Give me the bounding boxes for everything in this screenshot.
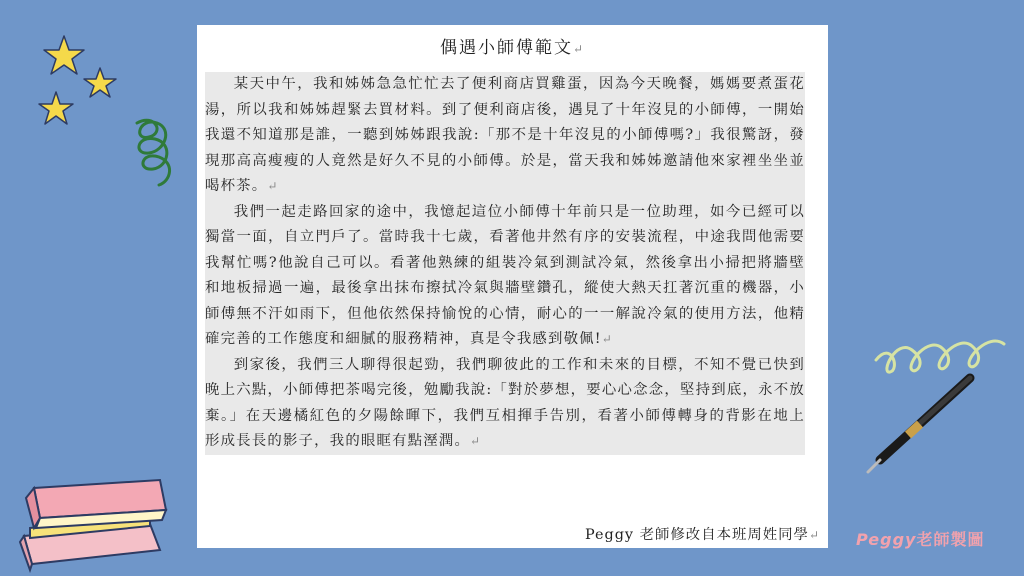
document-title: 偶遇小師傅範文↵ (439, 38, 586, 58)
paragraph-2: 我們一起走路回家的途中，我憶起這位小師傅十年前只是一位助理，如今已經可以獨當一面，自立門戶了。當時我十七歲，看著他井然有序的安裝流程，中途我問他需要我幫忙嗎?他說自己可以。看著他熟練的組裝冷氣到測試冷氣，然後拿出小掃把將牆壁和地板掃過一遍，最後拿出抹布擦拭冷氣與牆壁鑽孔，縱使大熱天扛著沉重的機器，小師傅無不汗如雨下，但他依然保持愉悅的心情，耐心的一一解說冷氣的使用方法，他精確完善的工作態度和細膩的服務精神，真是令我感到敬佩!↵ (205, 200, 805, 353)
stars-icon (36, 34, 126, 134)
document-page (197, 25, 828, 548)
books-icon (10, 476, 180, 571)
paragraph-3: 到家後，我們三人聊得很起勁，我們聊彼此的工作和未來的目標，不知不覺已快到晚上六點，小師傅把茶喝完後，勉勵我說:「對於夢想，要心心念念，堅持到底，永不放棄。」在天邊橘紅色的夕陽餘暉下，我們互相揮手告別，看著小師傅轉身的背影在地上形成長長的影子，我的眼眶有點溼潤。↵ (205, 353, 805, 455)
pen-icon (860, 370, 980, 480)
credit-label: Peggy老師製圖 (856, 530, 985, 549)
signature-line: Peggy 老師修改自本班周姓同學↵ (584, 527, 820, 543)
document-body (205, 72, 805, 455)
spiral-icon (125, 115, 185, 190)
paragraph-1: 某天中午，我和姊姊急急忙忙去了便利商店買雞蛋，因為今天晚餐，媽媽要煮蛋花湯，所以我和姊姊趕緊去買材料。到了便利商店後，遇見了十年沒見的小師傅，一開始我還不知道那是誰，一聽到姊姊跟我說:「那不是十年沒見的小師傅嗎?」我很驚訝，發現那高高瘦瘦的人竟然是好久不見的小師傅。於是，當天我和姊姊邀請他來家裡坐坐並喝杯茶。↵ (205, 72, 805, 200)
